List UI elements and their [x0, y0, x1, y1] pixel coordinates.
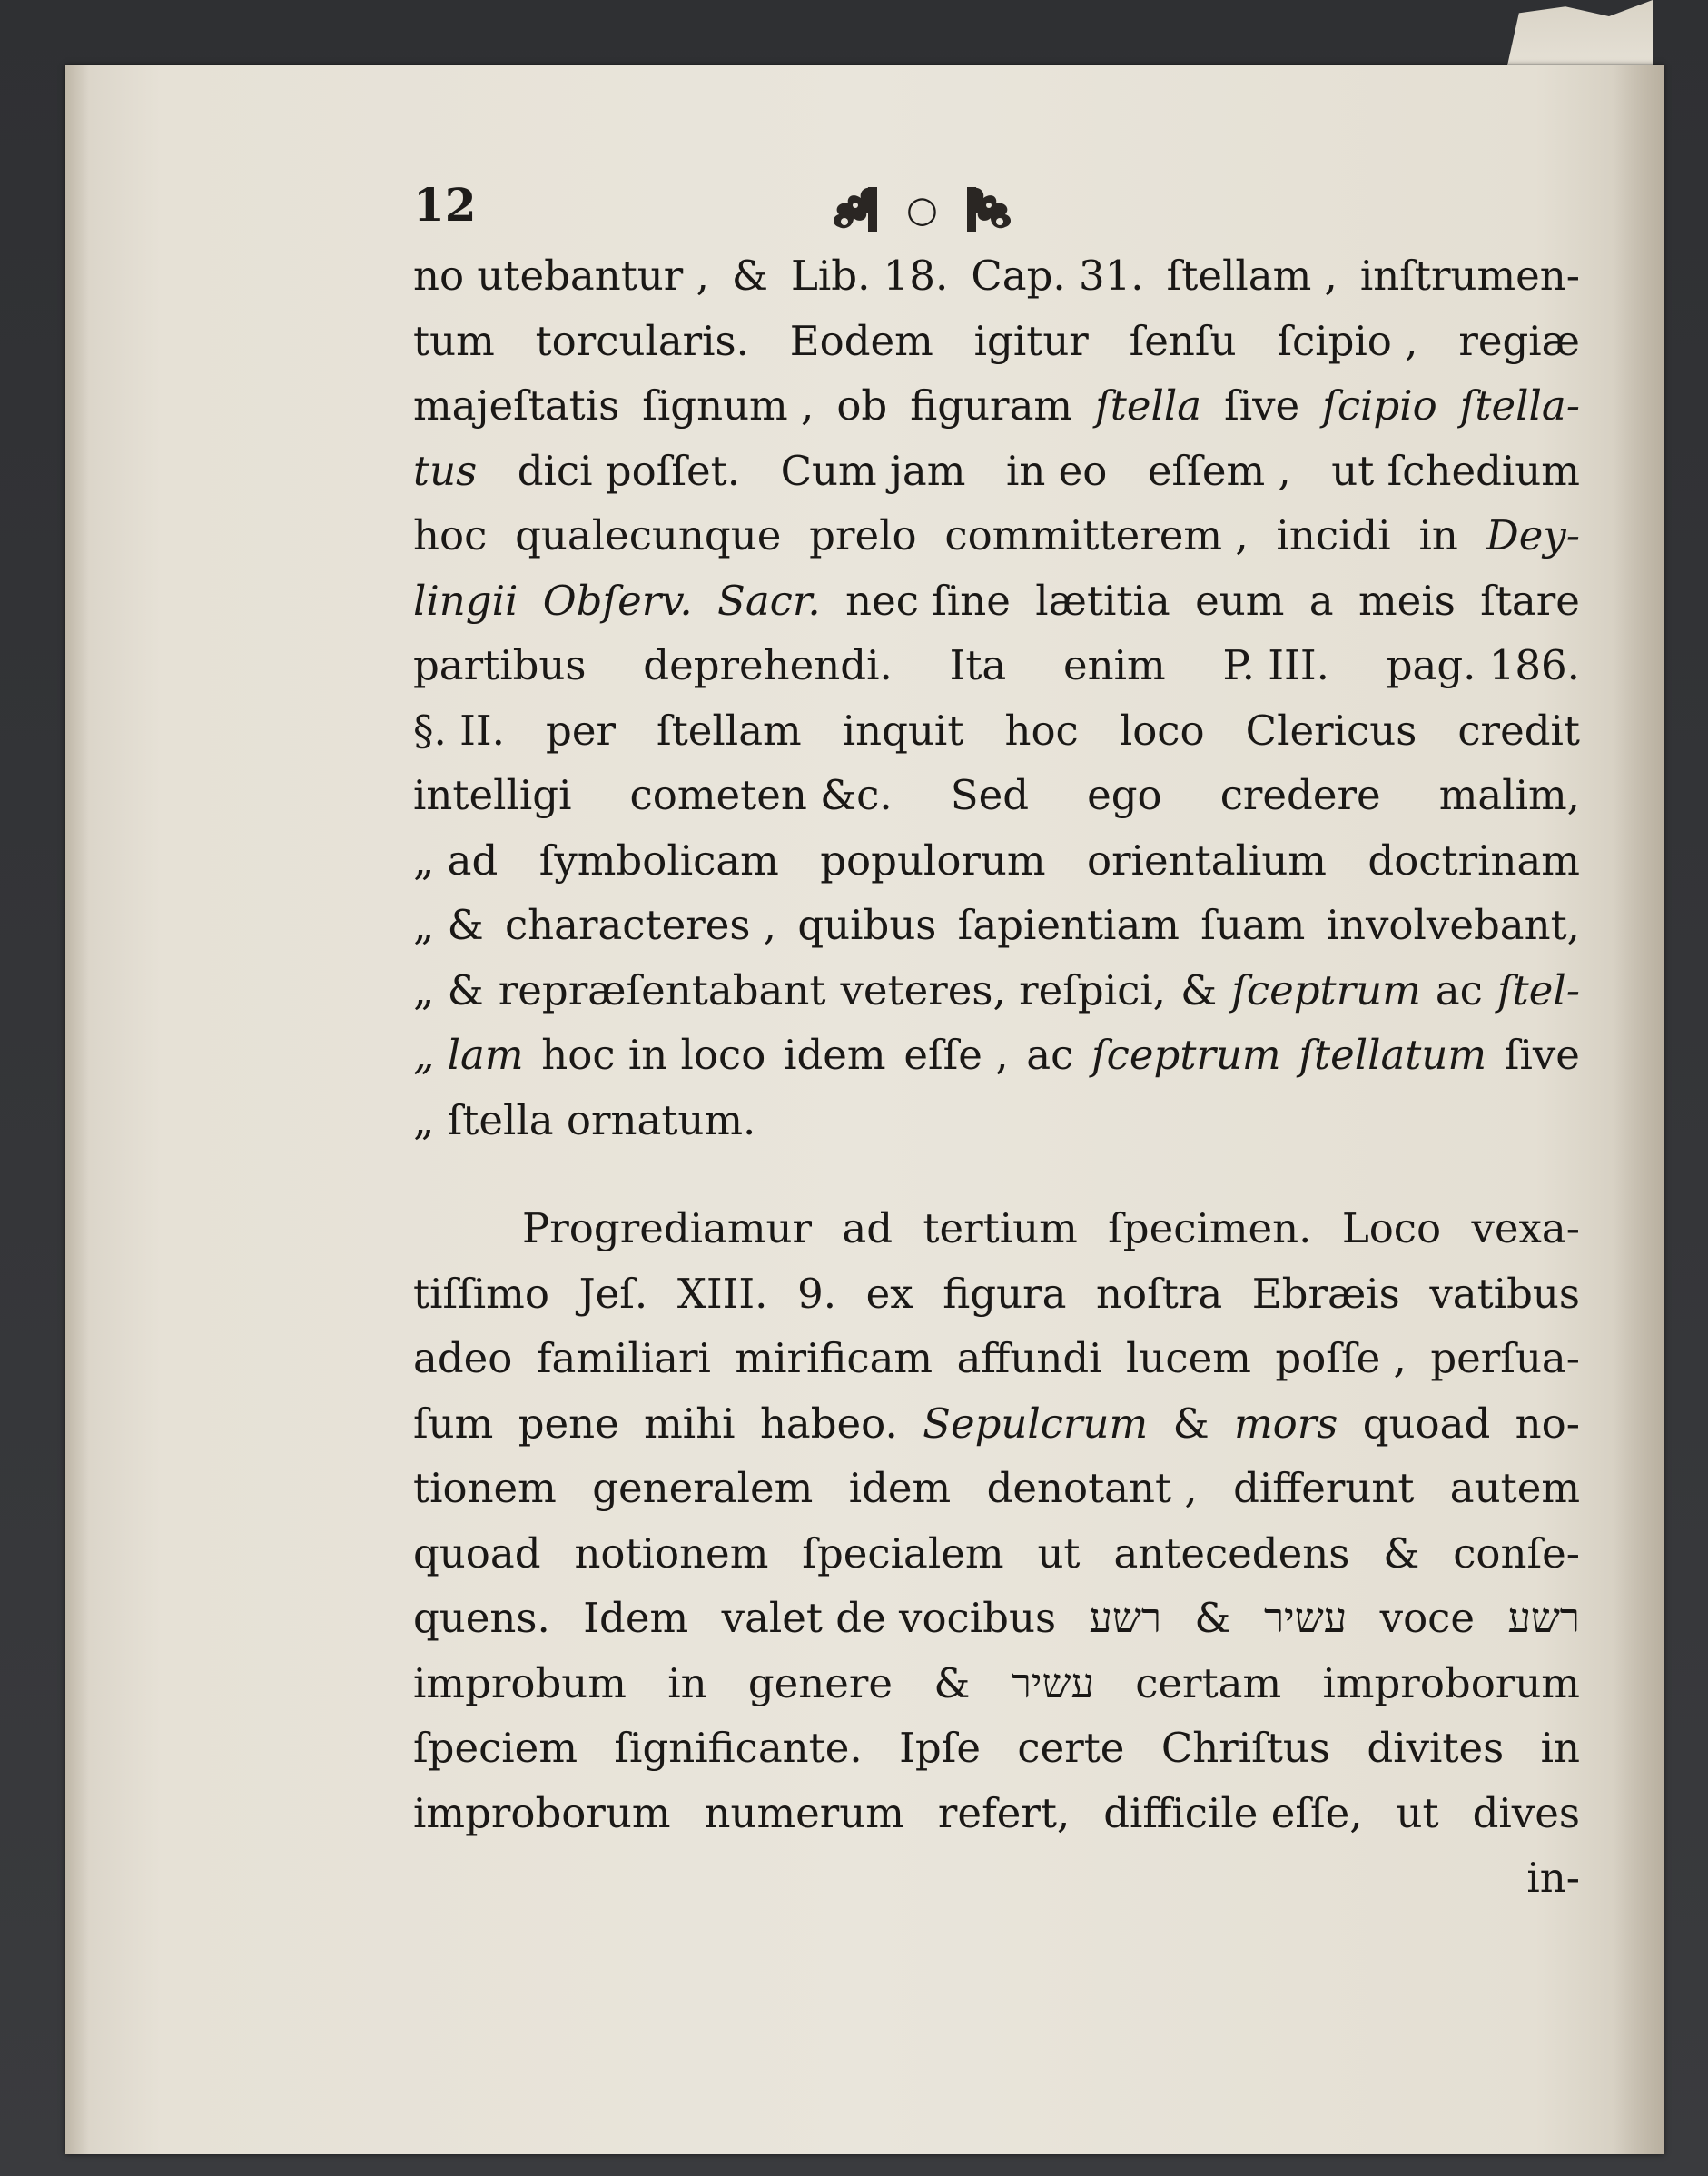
word: idem [784, 1031, 886, 1079]
word: ego [1087, 771, 1162, 819]
word: adeo [413, 1334, 513, 1382]
word: divites [1367, 1724, 1505, 1772]
word: ſpecimen. [1108, 1204, 1312, 1252]
word: ſignificante. [614, 1724, 863, 1772]
word: Cap. 31. [971, 252, 1144, 300]
fleuron-right-icon [963, 183, 1018, 236]
word: dives [1472, 1788, 1580, 1837]
word: orientalium [1087, 836, 1327, 885]
word: repræſentabant [498, 965, 826, 1014]
paragraph2-line [413, 1261, 1580, 1327]
word: ob [836, 381, 888, 430]
word: ut ſchedium [1331, 446, 1580, 495]
word: ſtellam [657, 706, 802, 755]
word: ſcipio , [1277, 316, 1418, 365]
word: ſceptrum [1091, 1031, 1281, 1079]
word: valet de vocibus [721, 1594, 1057, 1642]
word: tionem [413, 1464, 557, 1512]
word: no- [1515, 1399, 1580, 1448]
word: generalem [592, 1464, 814, 1512]
paragraph2-line [413, 1326, 1580, 1391]
word: vexa- [1471, 1204, 1580, 1252]
word: ſpeciem [413, 1724, 578, 1772]
word: voce [1379, 1594, 1476, 1642]
word: lucem [1126, 1334, 1251, 1382]
word: Cum jam [780, 446, 966, 495]
word: characteres , [504, 901, 777, 949]
word: regiæ [1458, 316, 1580, 365]
word: deprehendi. [643, 641, 893, 689]
word: ſtellam , [1166, 252, 1338, 300]
word: Sacr. [717, 576, 821, 625]
word: loco [1119, 706, 1205, 755]
word: malim, [1438, 771, 1580, 819]
word: ad [842, 1204, 893, 1252]
word: majeſtatis [413, 381, 620, 430]
body-text [413, 243, 1580, 1911]
word: hoc [413, 511, 488, 559]
word: Eodem [789, 316, 933, 365]
word: a [1308, 576, 1334, 625]
paragraph1-line [413, 309, 1580, 374]
word: improborum [413, 1788, 671, 1837]
word: committerem , [944, 511, 1249, 559]
word: certe [1017, 1724, 1125, 1772]
paragraph2-line [413, 1456, 1580, 1521]
word: quibus [797, 901, 937, 949]
word: ſum [413, 1399, 494, 1448]
paragraph1-line [413, 828, 1580, 894]
word: & [933, 1658, 971, 1707]
word: Obſerv. [542, 576, 693, 625]
word: torcularis. [535, 316, 749, 365]
word: ſtellatum [1298, 1031, 1487, 1079]
word: ſymbolicam [538, 836, 779, 885]
word: Ebræis [1251, 1269, 1400, 1318]
fleuron-left-icon [826, 183, 881, 236]
paragraph-gap [413, 1152, 1580, 1196]
word: lætitia [1035, 576, 1170, 625]
word: ſenſu [1129, 316, 1237, 365]
paragraph2-line [413, 1391, 1580, 1457]
word: in [1540, 1724, 1580, 1772]
word: mihi [644, 1399, 736, 1448]
word: Sed [950, 771, 1030, 819]
word: „ & [413, 901, 484, 949]
word: mirificam [735, 1334, 933, 1382]
ornament-center-icon: ○ [906, 189, 938, 231]
paragraph1-line [413, 373, 1580, 439]
word: „ ſtella ornatum. [413, 1095, 756, 1144]
word: notionem [574, 1528, 769, 1578]
word: inſtrumen- [1359, 252, 1580, 300]
paragraph2-line [413, 1781, 1580, 1846]
word: Lib. 18. [791, 252, 949, 300]
paragraph1-line [413, 503, 1580, 569]
paragraph1-line [413, 698, 1580, 764]
word: & [1180, 965, 1218, 1014]
word: affundi [956, 1334, 1102, 1382]
word: ac [1435, 965, 1483, 1014]
word: „ & [413, 965, 484, 1014]
hebrew-word: עשיר [1011, 1658, 1094, 1707]
word: poſſe , [1275, 1334, 1407, 1382]
word: figura [943, 1269, 1067, 1318]
word: eum [1195, 576, 1285, 625]
hebrew-word: רשע [1507, 1594, 1580, 1642]
word: hoc [1004, 706, 1079, 755]
paragraph1-line [413, 633, 1580, 698]
word: habeo. [759, 1399, 898, 1448]
word: familiari [536, 1334, 711, 1382]
word: ſuam [1200, 901, 1306, 949]
word: populorum [820, 836, 1046, 885]
word: ſapientiam [957, 901, 1180, 949]
hebrew-word: רשע [1089, 1594, 1161, 1642]
word: & [1383, 1528, 1420, 1578]
word: idem [848, 1464, 952, 1512]
paragraph1-line [413, 1023, 1580, 1088]
word: veteres, reſpici, [840, 965, 1166, 1014]
word: Clericus [1245, 706, 1417, 755]
word: eſſem , [1147, 446, 1291, 495]
word: denotant , [986, 1464, 1198, 1512]
word: doctrinam [1367, 836, 1580, 885]
word: & [1194, 1594, 1231, 1642]
word: ſceptrum [1231, 965, 1421, 1014]
word: „ ad [413, 836, 499, 885]
word: quens. [413, 1594, 550, 1642]
word: Ipſe [899, 1724, 981, 1772]
word: ſtella- [1459, 381, 1580, 430]
word: cometen &c. [629, 771, 893, 819]
word: vatibus [1429, 1269, 1580, 1318]
hebrew-word: עשיר [1263, 1594, 1348, 1642]
word: lingii [413, 576, 518, 625]
word: ſive [1504, 1031, 1580, 1079]
word: improbum [413, 1658, 627, 1707]
word: tus [413, 446, 478, 495]
word: partibus [413, 641, 587, 689]
word: igitur [973, 316, 1089, 365]
word: eſſe , [903, 1031, 1009, 1079]
word: numerum [704, 1788, 904, 1837]
word: Loco [1341, 1204, 1442, 1252]
header-ornament [826, 183, 1018, 236]
word: autem [1449, 1464, 1580, 1512]
word: Progrediamur [522, 1204, 813, 1252]
word: ſpecialem [802, 1528, 1004, 1578]
word: Sepulcrum [923, 1399, 1149, 1448]
word: Idem [583, 1594, 689, 1642]
word: credere [1219, 771, 1381, 819]
word: incidi [1276, 511, 1391, 559]
word: pag. 186. [1386, 641, 1580, 689]
paragraph2-line [413, 1196, 1580, 1261]
word: prelo [809, 511, 917, 559]
word: qualecunque [515, 511, 782, 559]
word: Jeſ. [578, 1269, 648, 1318]
word: involvebant, [1326, 901, 1580, 949]
word: in [667, 1658, 707, 1707]
paragraph2-line [413, 1521, 1580, 1587]
word: conſe- [1453, 1528, 1580, 1578]
word: XIII. [676, 1269, 768, 1318]
word: Ita [949, 641, 1007, 689]
word: P. III. [1222, 641, 1329, 689]
word: in- [1526, 1854, 1580, 1902]
word: ſtare [1480, 576, 1580, 625]
word: ſtel- [1496, 965, 1580, 1014]
word: intelligi [413, 771, 572, 819]
word: tertium [923, 1204, 1078, 1252]
paragraph2-line [413, 1845, 1580, 1911]
word: in eo [1005, 446, 1108, 495]
word: & [1172, 1399, 1209, 1448]
word: nec ſine [845, 576, 1011, 625]
word: pene [518, 1399, 619, 1448]
word: mors [1234, 1399, 1338, 1448]
torn-paper-tab [1507, 0, 1653, 65]
paragraph1-line [413, 439, 1580, 504]
paragraph2-line [413, 1651, 1580, 1716]
word: hoc in loco [541, 1031, 766, 1079]
word: enim [1063, 641, 1166, 689]
word: improborum [1322, 1658, 1580, 1707]
word: ſignum , [642, 381, 815, 430]
word: ſive [1224, 381, 1300, 430]
word: figuram [910, 381, 1073, 430]
word: quoad [413, 1528, 541, 1578]
word: credit [1457, 706, 1580, 755]
word: Dey- [1486, 511, 1580, 559]
word: tiſſimo [413, 1269, 549, 1318]
word: ut [1037, 1528, 1081, 1578]
word: noſtra [1096, 1269, 1223, 1318]
word: Chriſtus [1160, 1724, 1330, 1772]
paragraph1-line [413, 958, 1580, 1024]
paragraph1-line [413, 893, 1580, 958]
word: dici poſſet. [517, 446, 741, 495]
page-gutter-shadow [1614, 65, 1664, 2154]
paragraph1-line [413, 243, 1580, 309]
word: genere [747, 1658, 893, 1707]
paragraph1-line [413, 1088, 1580, 1153]
paragraph2-line [413, 1716, 1580, 1781]
word: §. II. [413, 706, 505, 755]
paragraph2-line [413, 1586, 1580, 1651]
word: certam [1135, 1658, 1282, 1707]
page-header [413, 178, 1585, 242]
word: 9. [797, 1269, 837, 1318]
paragraph1-line [413, 763, 1580, 828]
word: refert, [937, 1788, 1071, 1837]
word: ſtella [1095, 381, 1202, 430]
word: ac [1026, 1031, 1074, 1079]
word: quoad [1362, 1399, 1491, 1448]
word: „ lam [413, 1031, 524, 1079]
word: in [1418, 511, 1458, 559]
word: antecedens [1113, 1528, 1350, 1578]
word: ex [865, 1269, 913, 1318]
word: differunt [1233, 1464, 1415, 1512]
word: perſua- [1430, 1334, 1580, 1382]
word: inquit [842, 706, 964, 755]
word: difficile eſſe, [1103, 1788, 1363, 1837]
word: meis [1358, 576, 1456, 625]
word: tum [413, 316, 495, 365]
word: ſcipio [1322, 381, 1437, 430]
paragraph1-line [413, 569, 1580, 634]
word: per [546, 706, 616, 755]
page-number: 12 [413, 178, 477, 232]
word: no utebantur , [413, 252, 709, 300]
word: ut [1396, 1788, 1439, 1837]
word: & [731, 252, 768, 300]
